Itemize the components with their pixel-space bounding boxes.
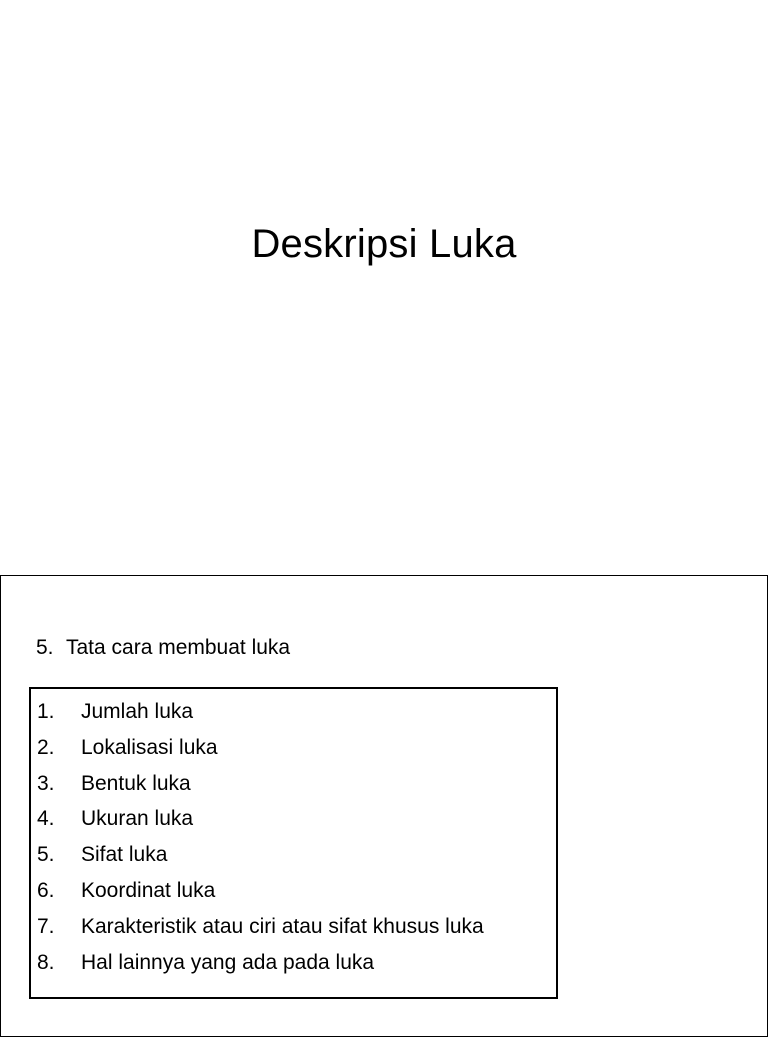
list-item [37,730,484,766]
numbered-list [37,694,484,980]
list-item [37,909,484,945]
list-item-number: 1. [37,700,55,723]
list-item-number: 3. [37,771,55,795]
list-item [37,801,484,837]
list-item-number: 2. [37,735,55,759]
section-heading-number: 5. [36,636,54,659]
list-item-number: 7. [37,914,55,938]
list-item-text: Karakteristik atau ciri atau sifat khusus luka [81,914,484,938]
slide-title: Deskripsi Luka [251,222,517,266]
list-item-text: Ukuran luka [81,807,194,831]
section-heading-text: Tata cara membuat luka [66,636,291,659]
list-item [37,873,484,909]
list-item-text: Lokalisasi luka [81,735,218,759]
list-item-text: Koordinat luka [81,878,216,902]
content-slide [0,575,768,1037]
list-item-number: 6. [37,878,55,902]
list-item-text: Sifat luka [81,843,168,867]
list-item-number: 8. [37,950,55,974]
numbered-list-box [29,687,558,999]
list-item-text: Bentuk luka [81,771,191,795]
list-item-text: Jumlah luka [81,700,194,723]
list-item-text: Hal lainnya yang ada pada luka [81,950,375,974]
section-heading [36,634,290,662]
list-item-number: 5. [37,843,55,867]
list-item [37,945,484,981]
list-item-number: 4. [37,807,55,831]
list-item [37,837,484,873]
list-item [37,766,484,802]
list-item [37,694,484,730]
